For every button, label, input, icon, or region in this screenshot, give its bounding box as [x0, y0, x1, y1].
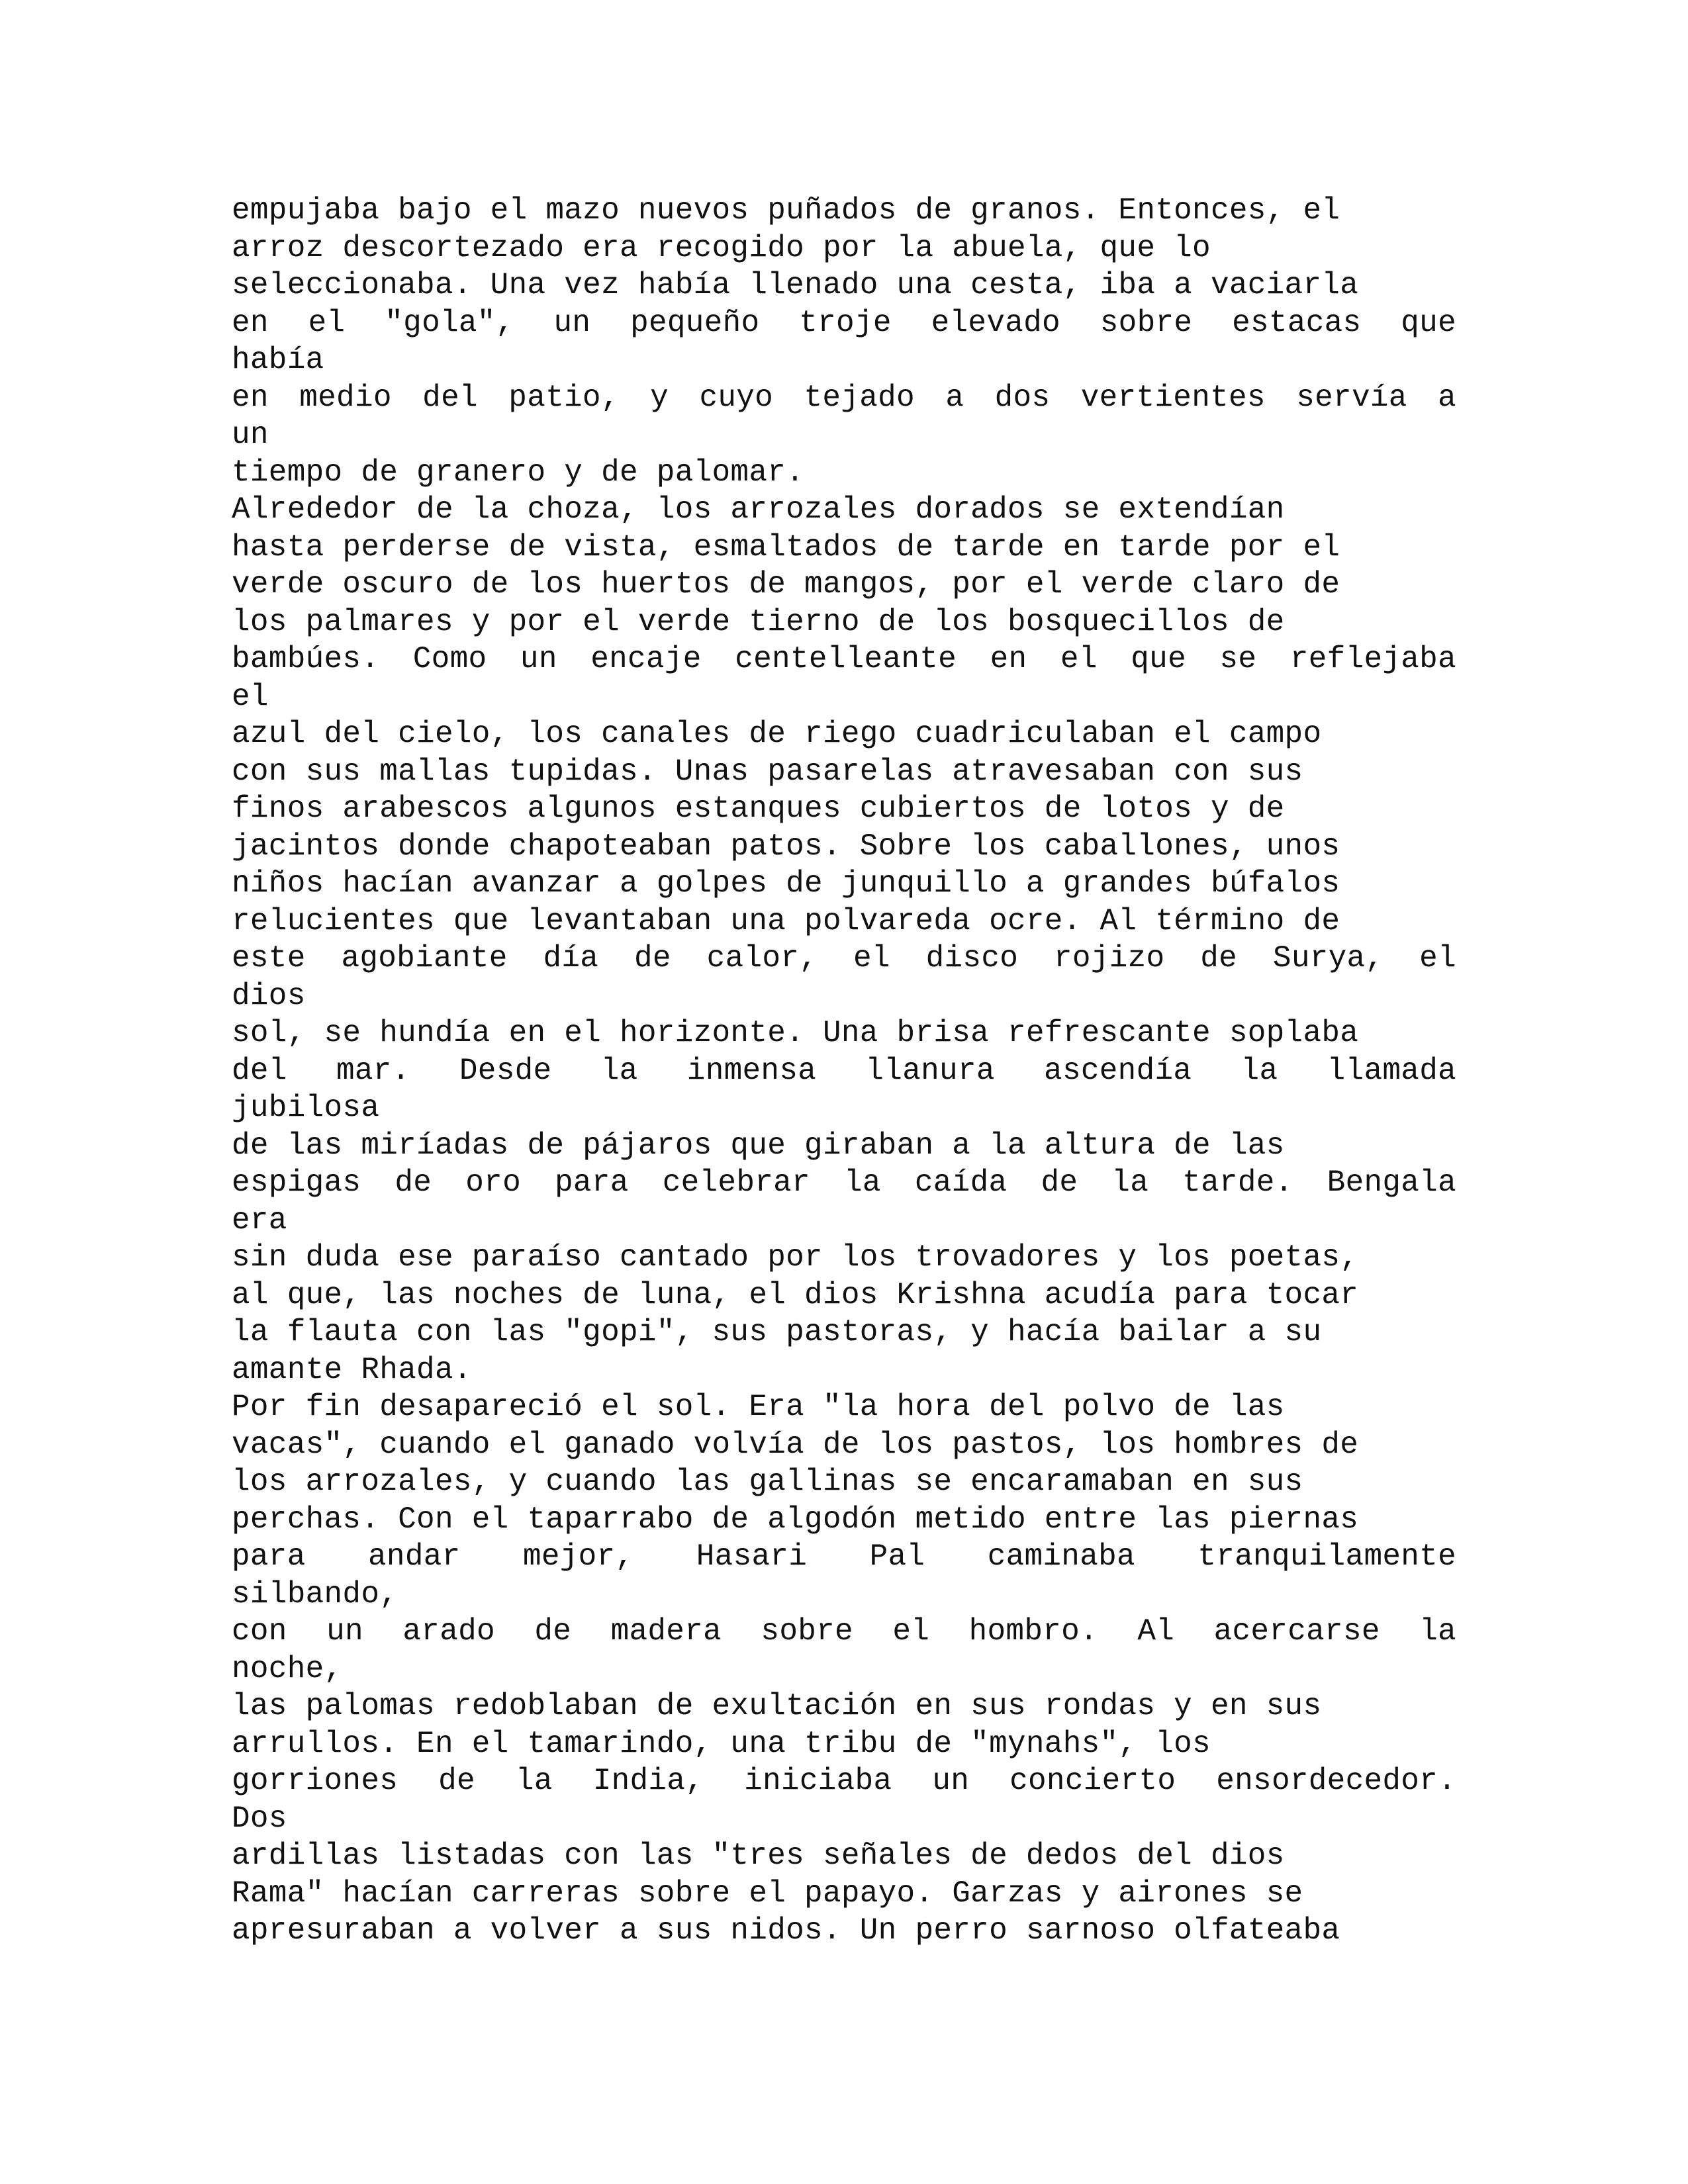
text-line: era: [232, 1203, 287, 1238]
text-line: finos arabescos algunos estanques cubiertos de lotos y de: [232, 792, 1285, 826]
text-line: vacas", cuando el ganado volvía de los pastos, los hombres de: [232, 1427, 1359, 1462]
text-line: noche,: [232, 1651, 343, 1686]
text-line: la flauta con las "gopi", sus pastoras, y hacía bailar a su: [232, 1315, 1322, 1349]
text-line: apresuraban a volver a sus nidos. Un perro sarnoso olfateaba: [232, 1913, 1340, 1948]
text-line: sol, se hundía en el horizonte. Una brisa refrescante soplaba: [232, 1016, 1359, 1050]
text-line: para andar mejor, Hasari Pal caminaba tranquilamente: [232, 1539, 1456, 1574]
text-line: seleccionaba. Una vez había llenado una cesta, iba a vaciarla: [232, 268, 1359, 302]
text-line: las palomas redoblaban de exultación en sus rondas y en sus: [232, 1689, 1322, 1723]
text-line: hasta perderse de vista, esmaltados de tarde en tarde por el: [232, 529, 1340, 565]
text-line: Rama" hacían carreras sobre el papayo. Garzas y airones se: [232, 1876, 1303, 1911]
text-line: de las miríadas de pájaros que giraban a la altura de las: [232, 1128, 1285, 1163]
text-line: niños hacían avanzar a golpes de junquillo a grandes búfalos: [232, 866, 1340, 901]
text-line: Por fin desapareció el sol. Era "la hora del polvo de las: [232, 1390, 1285, 1424]
text-line: del mar. Desde la inmensa llanura ascendía la llamada: [232, 1053, 1456, 1088]
text-line: había: [232, 343, 324, 377]
text-line: arroz descortezado era recogido por la abuela, que lo: [232, 230, 1211, 265]
text-line: jubilosa: [232, 1091, 380, 1125]
text-line: en medio del patio, y cuyo tejado a dos vertientes servía a: [232, 380, 1456, 415]
text-line: sin duda ese paraíso cantado por los trovadores y los poetas,: [232, 1240, 1359, 1275]
text-line: verde oscuro de los huertos de mangos, por el verde claro de: [232, 567, 1340, 602]
text-line: dios: [232, 978, 306, 1013]
text-line: perchas. Con el taparrabo de algodón metido entre las piernas: [232, 1502, 1359, 1537]
text-line: tiempo de granero y de palomar.: [232, 455, 805, 490]
text-line: Dos: [232, 1801, 287, 1836]
text-line: ardillas listadas con las "tres señales de dedos del dios: [232, 1839, 1285, 1873]
text-line: un: [232, 418, 269, 452]
text-line: espigas de oro para celebrar la caída de la tarde. Bengala: [232, 1165, 1456, 1200]
text-line: bambúes. Como un encaje centelleante en el que se reflejaba: [232, 642, 1456, 676]
text-line: con un arado de madera sobre el hombro. Al acercarse la: [232, 1614, 1456, 1649]
text-line: jacintos donde chapoteaban patos. Sobre los caballones, unos: [232, 829, 1340, 864]
text-line: Alrededor de la choza, los arrozales dorados se extendían: [232, 492, 1285, 527]
text-line: en el "gola", un pequeño troje elevado sobre estacas que: [232, 305, 1456, 340]
text-line: amante Rhada.: [232, 1352, 472, 1387]
text-line: con sus mallas tupidas. Unas pasarelas atravesaban con sus: [232, 754, 1303, 789]
text-line: al que, las noches de luna, el dios Krishna acudía para tocar: [232, 1277, 1359, 1312]
text-line: relucientes que levantaban una polvareda ocre. Al término de: [232, 903, 1340, 938]
body-text: [232, 192, 1456, 1950]
text-line: gorriones de la India, iniciaba un concierto ensordecedor.: [232, 1764, 1456, 1798]
text-line: el: [232, 679, 269, 714]
text-line: los arrozales, y cuando las gallinas se encaramaban en sus: [232, 1465, 1303, 1499]
text-line: silbando,: [232, 1576, 399, 1612]
text-line: azul del cielo, los canales de riego cuadriculaban el campo: [232, 717, 1322, 751]
text-line: los palmares y por el verde tierno de los bosquecillos de: [232, 604, 1285, 639]
text-line: arrullos. En el tamarindo, una tribu de "mynahs", los: [232, 1726, 1211, 1761]
text-line: empujaba bajo el mazo nuevos puñados de granos. Entonces, el: [232, 193, 1340, 228]
text-line: este agobiante día de calor, el disco rojizo de Surya, el: [232, 941, 1456, 976]
